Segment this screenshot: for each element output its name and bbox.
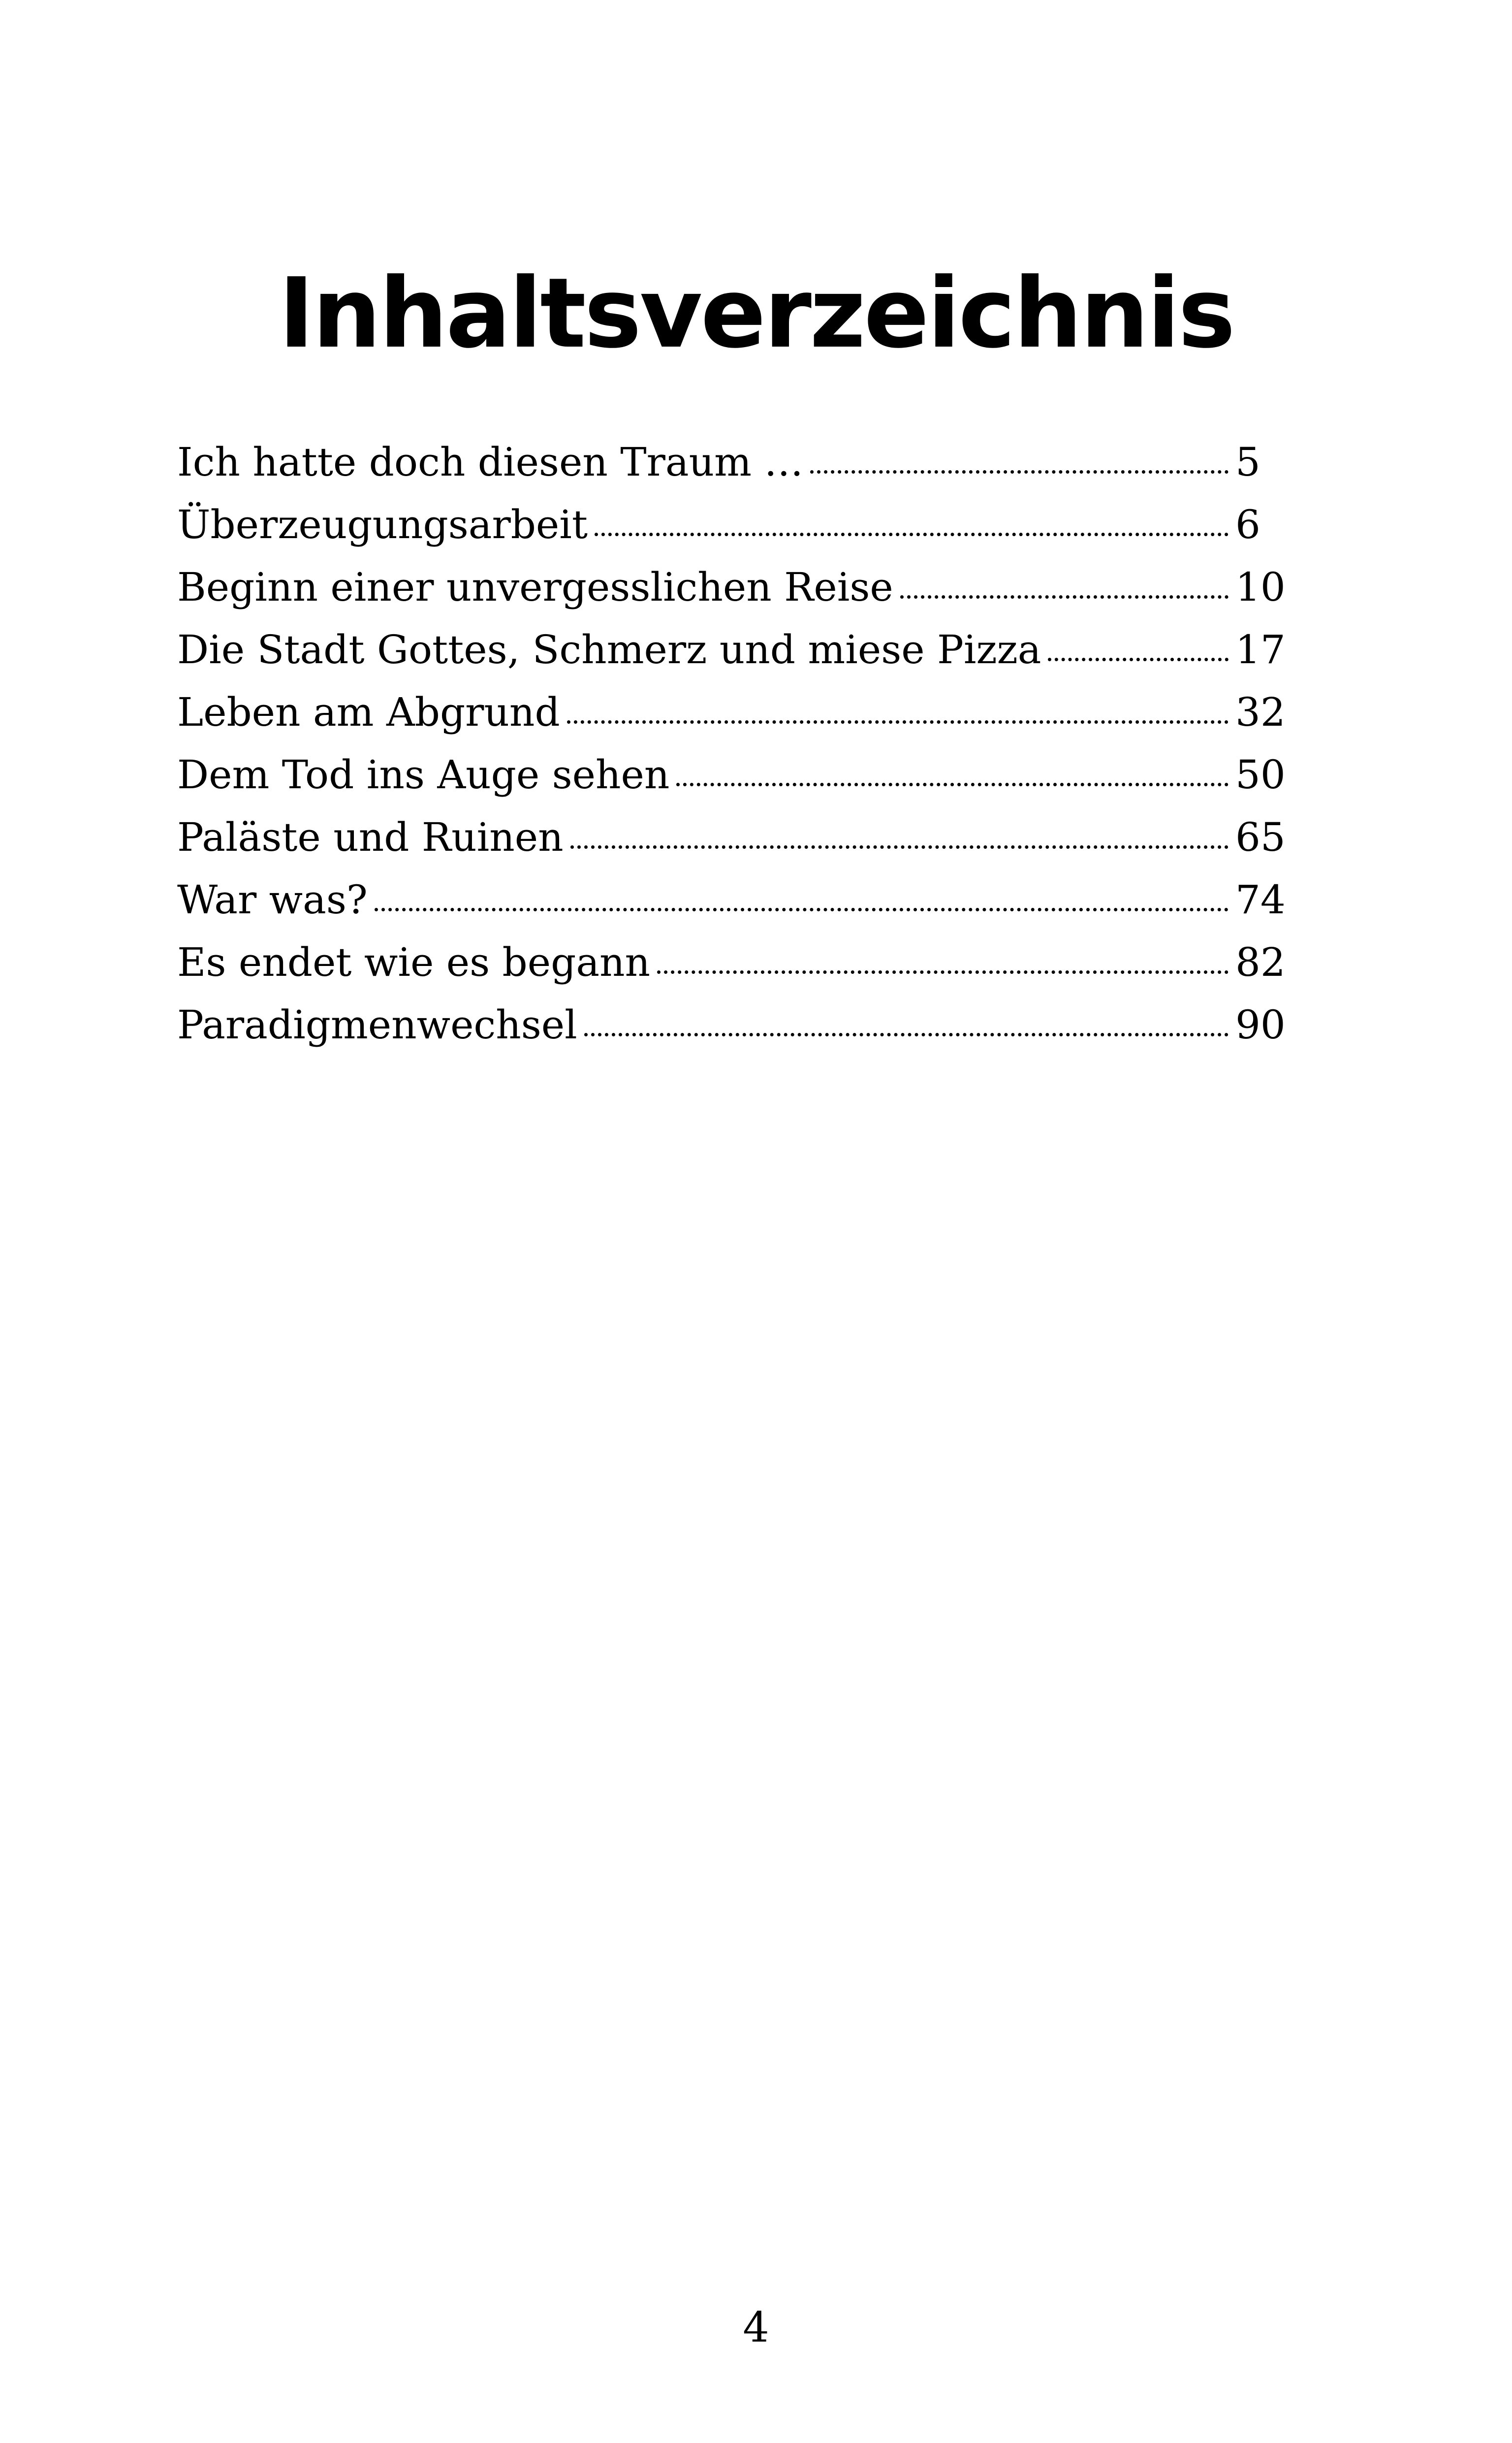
toc-entry-page: 65 (1235, 814, 1286, 860)
toc-entry-page: 32 (1235, 689, 1286, 735)
toc-dot-leader (657, 970, 1228, 974)
toc-entry (177, 994, 1285, 1056)
toc-entry (177, 743, 1285, 806)
toc-entry-label: Es endet wie es begann (177, 939, 651, 985)
page-number: 4 (743, 2303, 769, 2351)
toc-entry (177, 431, 1285, 493)
toc-entry-page: 17 (1235, 627, 1286, 673)
toc-entry-page: 82 (1235, 939, 1286, 985)
toc-entry-label: Paradigmenwechsel (177, 1002, 577, 1048)
toc-entry (177, 681, 1285, 743)
toc-entry-page: 10 (1235, 564, 1286, 610)
toc-dot-leader (567, 720, 1228, 724)
toc-entry-label: Überzeugungsarbeit (177, 502, 588, 547)
toc-entry (177, 556, 1285, 618)
toc-entry-label: Die Stadt Gottes, Schmerz und miese Pizza (177, 627, 1041, 673)
toc-dot-leader (1048, 658, 1228, 661)
toc-list (177, 431, 1285, 1056)
toc-entry (177, 806, 1285, 868)
toc-entry-label: War was? (177, 877, 368, 923)
toc-dot-leader (570, 845, 1228, 849)
toc-dot-leader (810, 470, 1228, 474)
toc-dot-leader (375, 908, 1228, 911)
toc-entry-page: 5 (1235, 439, 1260, 485)
toc-entry (177, 493, 1285, 556)
toc-title: Inhaltsverzeichnis (278, 257, 1234, 370)
toc-entry-label: Ich hatte doch diesen Traum … (177, 439, 804, 485)
toc-entry-label: Beginn einer unvergesslichen Reise (177, 564, 893, 610)
toc-entry (177, 868, 1285, 931)
toc-entry-page: 6 (1235, 502, 1260, 547)
toc-entry-page: 50 (1235, 752, 1286, 798)
toc-dot-leader (676, 783, 1228, 786)
toc-dot-leader (595, 533, 1228, 536)
toc-entry (177, 931, 1285, 994)
toc-entry-page: 74 (1235, 877, 1286, 923)
toc-entry-label: Leben am Abgrund (177, 689, 560, 735)
toc-dot-leader (900, 595, 1228, 599)
toc-entry (177, 618, 1285, 681)
toc-entry-label: Dem Tod ins Auge sehen (177, 752, 670, 798)
toc-entry-page: 90 (1235, 1002, 1286, 1048)
toc-entry-label: Paläste und Ruinen (177, 814, 564, 860)
toc-dot-leader (584, 1033, 1228, 1036)
